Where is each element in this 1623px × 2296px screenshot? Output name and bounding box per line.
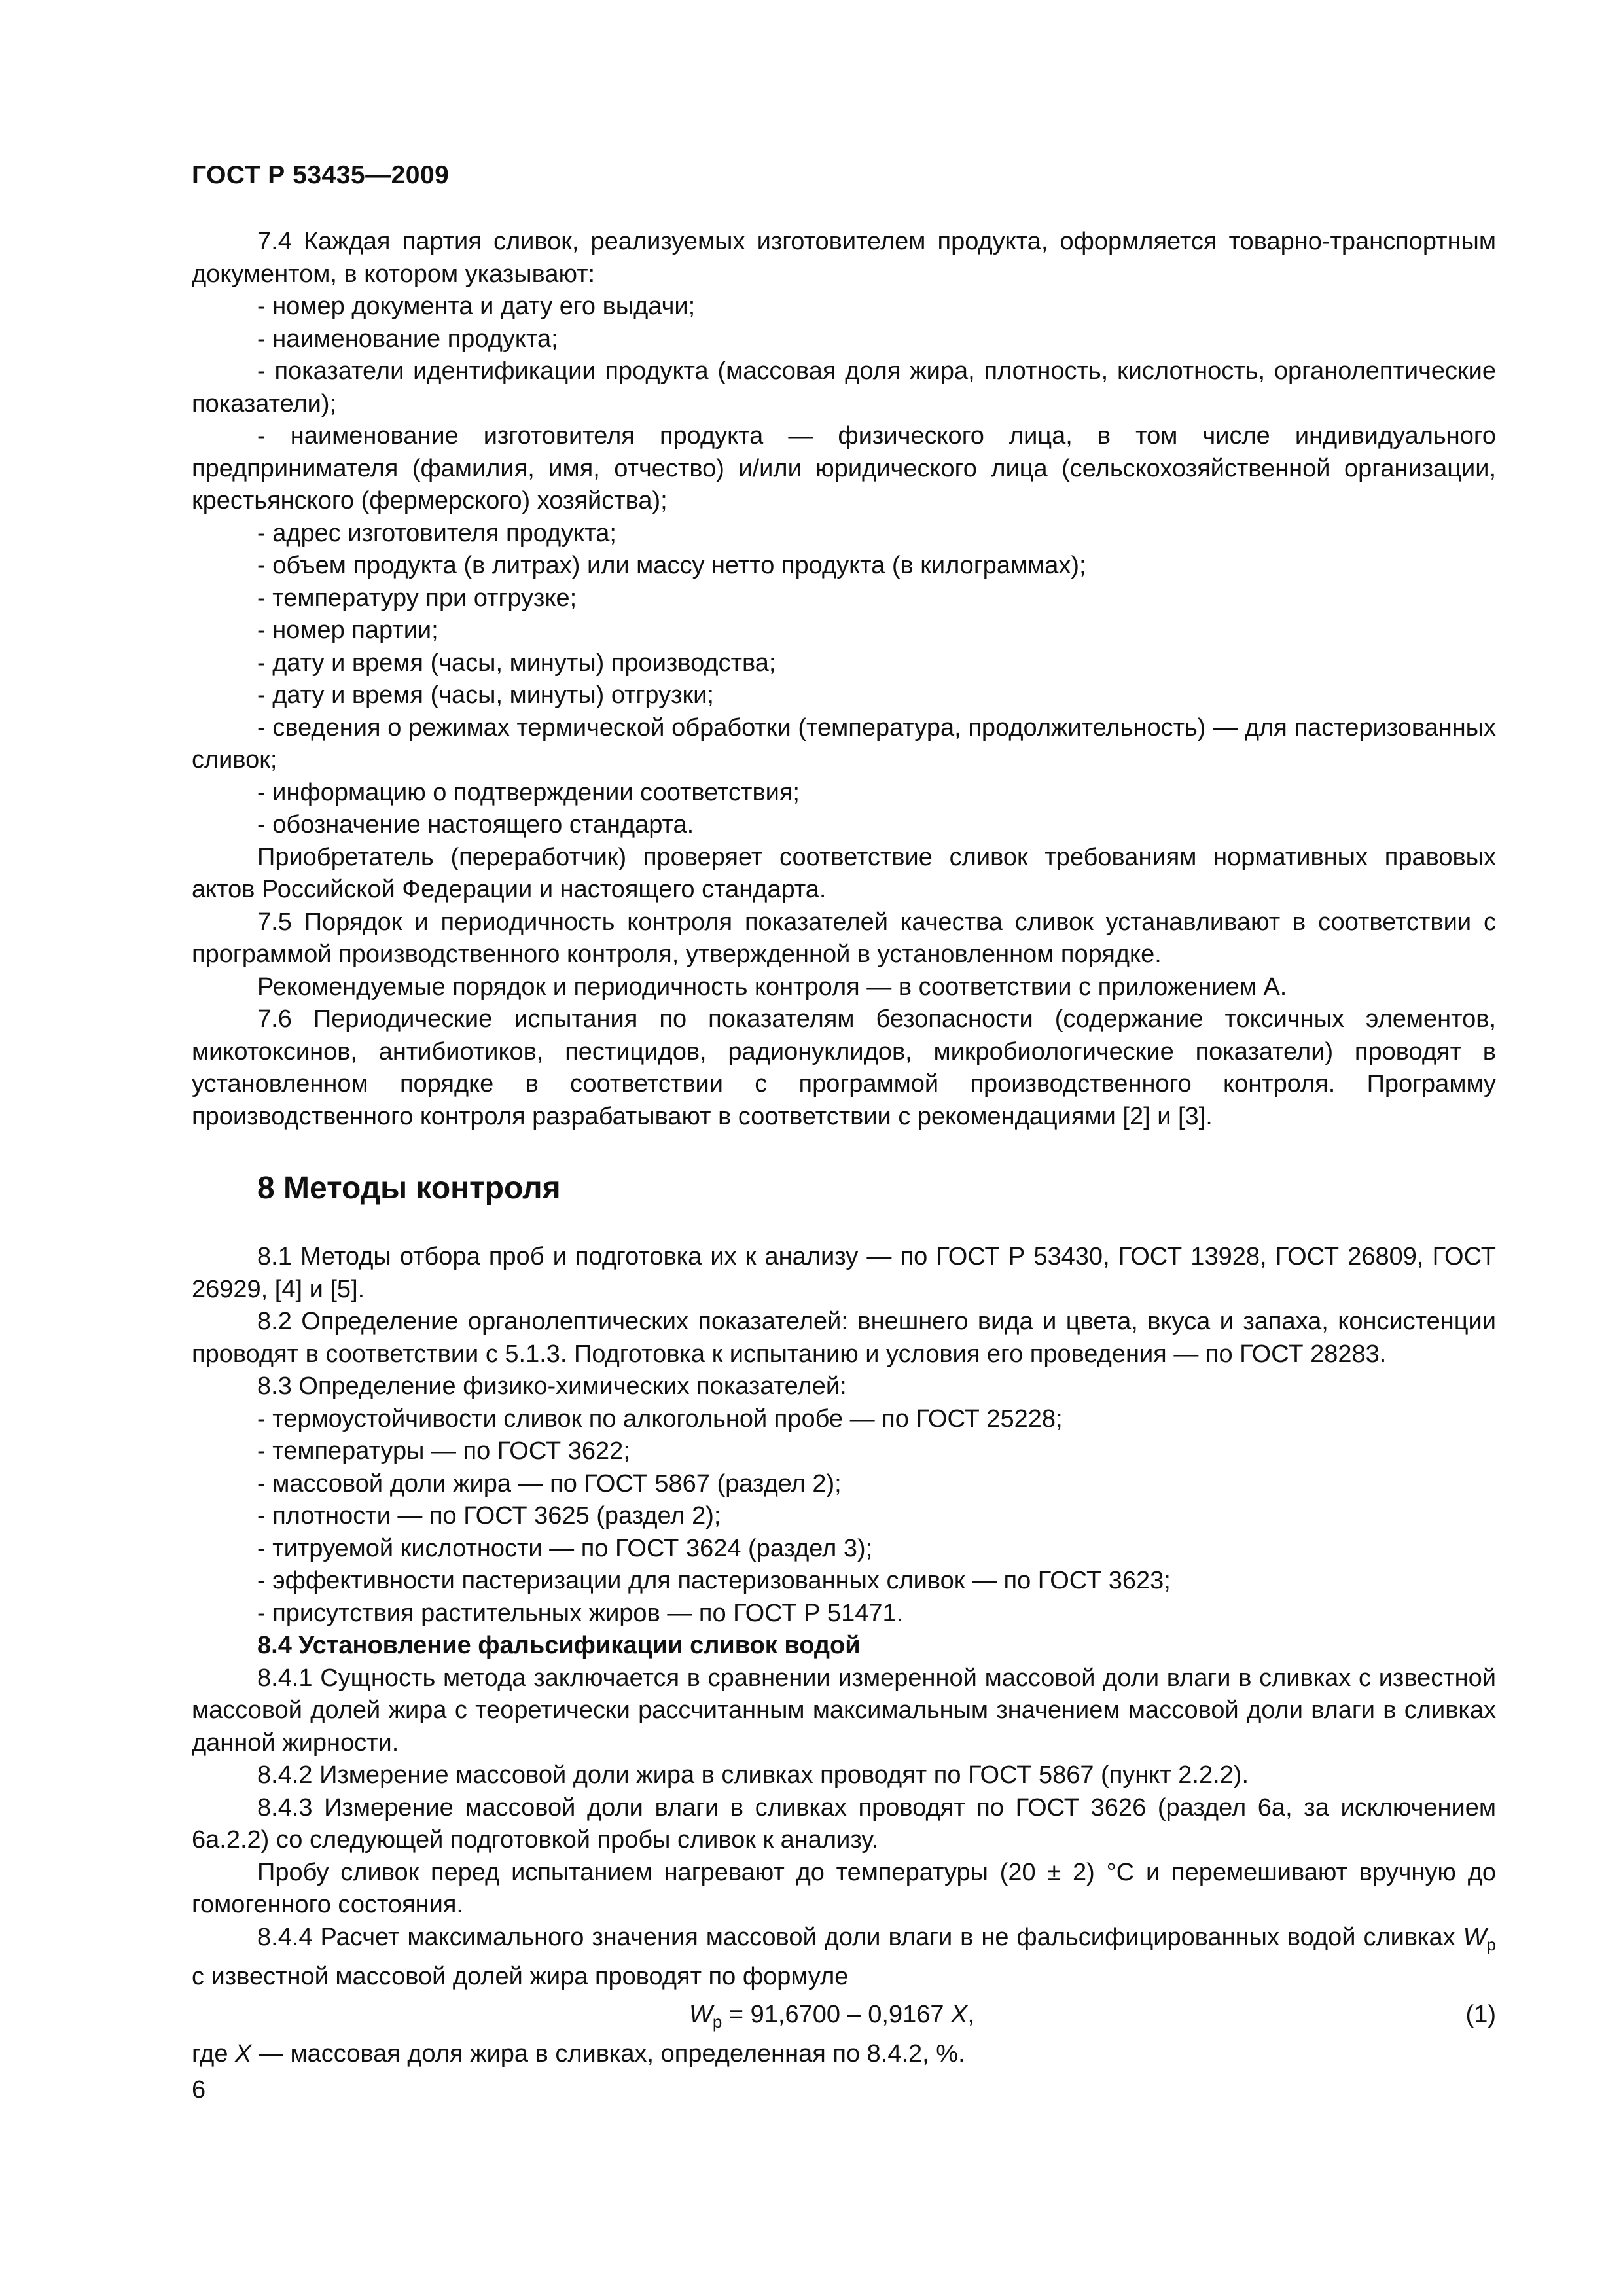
where-prefix: где (192, 2039, 236, 2068)
list-item: - номер партии; (257, 617, 438, 644)
list-item: - присутствия растительных жиров — по ГОСТ Р 51471. (257, 1599, 904, 1627)
paragraph-7-6: 7.6 Периодические испытания по показателям безопасности (содержание токсичных элементов, микотоксинов, антибиотиков, пестицидов, радионуклидов, микробиологические показатели) проводят в установленном порядке в соответствии с программой производственного контроля. Программу производственного контроля разрабатывают в соответствии с рекомендациями [2] и [3]. (192, 1005, 1496, 1130)
paragraph-8-4-2: 8.4.2 Измерение массовой доли жира в сливках проводят по ГОСТ 5867 (пункт 2.2.2). (257, 1761, 1249, 1789)
paragraph-8-4-4-text-end: с известной массовой долей жира проводят по формуле (192, 1963, 849, 1990)
list-item: - номер документа и дату его выдачи; (257, 293, 696, 320)
subsection-heading-8-4: 8.4 Установление фальсификации сливок водой (257, 1632, 861, 1659)
paragraph-7-4: 7.4 Каждая партия сливок, реализуемых изготовителем продукта, оформляется товарно-транспортным документом, в котором указывают: (192, 228, 1496, 288)
paragraph-8-4-4 (192, 1922, 1496, 1994)
where-definition: — массовая доля жира в сливках, определенная по 8.4.2, %. (251, 2039, 965, 2068)
list-item: - наименование изготовителя продукта — физического лица, в том числе индивидуального предпринимателя (фамилия, имя, отчество) и/или юридического лица (сельскохозяйственной организации, крестьянского (фермерского) хозяйства); (192, 422, 1496, 514)
paragraph-8-4-1: 8.4.1 Сущность метода заключается в сравнении измеренной массовой доли влаги в сливках с известной массовой долей жира с теоретически рассчитанным максимальным значением массовой доли влаги в сливках данной жирности. (192, 1664, 1496, 1757)
formula-comma: , (967, 2000, 974, 2028)
paragraph-8-1: 8.1 Методы отбора проб и подготовка их к анализу — по ГОСТ Р 53430, ГОСТ 13928, ГОСТ 26809, ГОСТ 26929, [4] и [5]. (192, 1243, 1496, 1303)
paragraph-8-4-4-text: 8.4.4 Расчет максимального значения массовой доли влаги в не фальсифицированных водой сливках (257, 1923, 1455, 1951)
list-item: - обозначение настоящего стандарта. (257, 811, 694, 838)
paragraph-8-4-3: 8.4.3 Измерение массовой доли влаги в сливках проводят по ГОСТ 3626 (раздел 6а, за исключением 6а.2.2) со следующей подготовкой пробы сливок к анализу. (192, 1793, 1496, 1854)
paragraph-8-3: 8.3 Определение физико-химических показателей: (257, 1372, 847, 1400)
page-content (192, 226, 1496, 2070)
list-item: - информацию о подтверждении соответствия; (257, 778, 800, 806)
list-item: - адрес изготовителя продукта; (257, 519, 616, 547)
paragraph-where (192, 2038, 1496, 2071)
paragraph-heating: Пробу сливок перед испытанием нагревают до температуры (20 ± 2) °С и перемешивают вручную до гомогенного состояния. (192, 1858, 1496, 1918)
list-item: - массовой доли жира — по ГОСТ 5867 (раздел 2); (257, 1469, 842, 1498)
list-item: - температуру при отгрузке; (257, 584, 577, 612)
formula-variable-x: X (951, 2000, 968, 2028)
document-header: ГОСТ Р 53435—2009 (192, 161, 450, 189)
where-variable-x: X (235, 2039, 252, 2068)
list-item: - температуры — по ГОСТ 3622; (257, 1437, 630, 1465)
list-item: - эффективности пастеризации для пастеризованных сливок — по ГОСТ 3623; (257, 1567, 1171, 1594)
formula-lhs-subscript: р (712, 2011, 722, 2032)
section-heading-8: 8 Методы контроля (257, 1171, 561, 1206)
variable-w-subscript: р (1486, 1934, 1496, 1954)
list-item: - дату и время (часы, минуты) производства; (257, 649, 776, 677)
list-item: - плотности — по ГОСТ 3625 (раздел 2); (257, 1502, 721, 1530)
list-item: - дату и время (часы, минуты) отгрузки; (257, 681, 714, 709)
formula-expression (689, 1999, 974, 2039)
list-item: - титруемой кислотности — по ГОСТ 3624 (раздел 3); (257, 1534, 873, 1562)
formula-body: = 91,6700 – 0,9167 (722, 2000, 952, 2028)
list-item: - показатели идентификации продукта (массовая доля жира, плотность, кислотность, органолептические показатели); (192, 357, 1496, 418)
paragraph-7-5-recommend: Рекомендуемые порядок и периодичность контроля — в соответствии с приложением А. (257, 973, 1287, 1001)
list-item: - термоустойчивости сливок по алкогольной пробе — по ГОСТ 25228; (257, 1405, 1063, 1433)
paragraph-8-2: 8.2 Определение органолептических показателей: внешнего вида и цвета, вкуса и запаха, консистенции проводят в соответствии с 5.1.3. Подготовка к испытанию и условия его проведения — по ГОСТ 28283. (192, 1308, 1496, 1368)
list-item: - наименование продукта; (257, 325, 558, 353)
page-number: 6 (192, 2076, 206, 2104)
list-item: - сведения о режимах термической обработки (температура, продолжительность) — для пастеризованных сливок; (192, 713, 1496, 774)
variable-w: W (1463, 1923, 1487, 1951)
formula-number: (1) (1465, 2000, 1496, 2028)
formula-1 (192, 1999, 1496, 2033)
list-item: - объем продукта (в литрах) или массу нетто продукта (в килограммах); (257, 552, 1086, 579)
paragraph-buyer: Приобретатель (переработчик) проверяет соответствие сливок требованиям нормативных правовых актов Российской Федерации и настоящего стандарта. (192, 843, 1496, 903)
formula-lhs: W (689, 2000, 713, 2028)
paragraph-7-5: 7.5 Порядок и периодичность контроля показателей качества сливок устанавливают в соответствии с программой производственного контроля, утвержденной в установленном порядке. (192, 908, 1496, 968)
